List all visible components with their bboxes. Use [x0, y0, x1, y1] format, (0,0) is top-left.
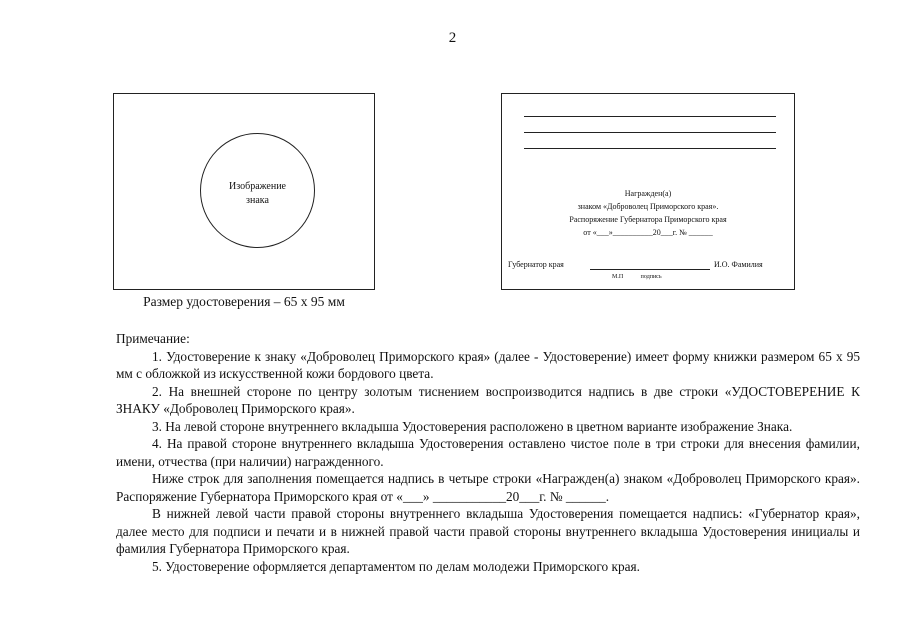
badge-image-label-line1: Изображение: [229, 181, 286, 192]
name-line-2: [524, 132, 776, 133]
certificate-right-side: [501, 93, 795, 290]
note-paragraph-7: 5. Удостоверение оформляется департаментом по делам молодежи Приморского края.: [152, 558, 640, 574]
badge-image-label: [201, 180, 314, 208]
name-line-1: [524, 116, 776, 117]
stamp-label: М.П: [612, 274, 624, 280]
award-inscription: [502, 187, 794, 239]
name-line-3: [524, 148, 776, 149]
signature-label: подпись: [640, 274, 662, 280]
note-paragraph-4: 4. На правой стороне внутреннего вкладыша Удостоверения оставлено чистое поле в три строки для внесения фамилии, имени, отчества (при наличии) награжденного.: [116, 436, 860, 469]
stamp-row: [612, 274, 678, 280]
note-paragraph-1: 1. Удостоверение к знаку «Доброволец Приморского края» (далее - Удостоверение) имеет форму книжки размером 65 х 95 мм с обложкой из искусственной кожи бордового цвета.: [116, 348, 860, 381]
note-paragraph-5: Ниже строк для заполнения помещается надпись в четыре строки «Награжден(а) знаком «Доброволец Приморского края». Распоряжение Губернатора Приморского края от «___» ___________20___г. № ______.: [116, 471, 860, 504]
note-paragraph-2: 2. На внешней стороне по центру золотым тиснением воспроизводится надпись в две строки «УДОСТОВЕРЕНИЕ К ЗНАКУ «Доброволец Приморского края».: [116, 383, 860, 416]
award-line-2: знаком «Доброволец Приморского края».: [577, 202, 719, 211]
note-paragraph-6: В нижней левой части правой стороны внутреннего вкладыша Удостоверения помещается надпись: «Губернатор края», далее место для подписи и печати и в нижней правой части правой стороны внутреннего вкладыша Удостоверения инициалы и фамилия Губернатора Приморского края.: [116, 506, 860, 556]
certificate-left-side: [113, 93, 375, 290]
page-number: 2: [448, 30, 457, 46]
award-line-3: Распоряжение Губернатора Приморского края: [569, 215, 727, 224]
award-line-1: Награжден(а): [624, 189, 672, 198]
note-paragraph-3: 3. На левой стороне внутреннего вкладыша Удостоверения расположено в цветном варианте изображение Знака.: [152, 418, 793, 434]
signature-line: [590, 269, 710, 270]
award-line-4: от «___»__________20___г. № ______: [583, 228, 713, 237]
badge-image-label-line2: знака: [246, 195, 269, 206]
certificate-size-caption: Размер удостоверения – 65 х 95 мм: [143, 294, 345, 309]
badge-image-placeholder: [200, 133, 315, 248]
governor-label: Губернатор края: [508, 260, 564, 269]
notes-section: [116, 330, 860, 575]
governor-name: И.О. Фамилия: [714, 260, 763, 269]
notes-title: Примечание:: [116, 331, 190, 346]
